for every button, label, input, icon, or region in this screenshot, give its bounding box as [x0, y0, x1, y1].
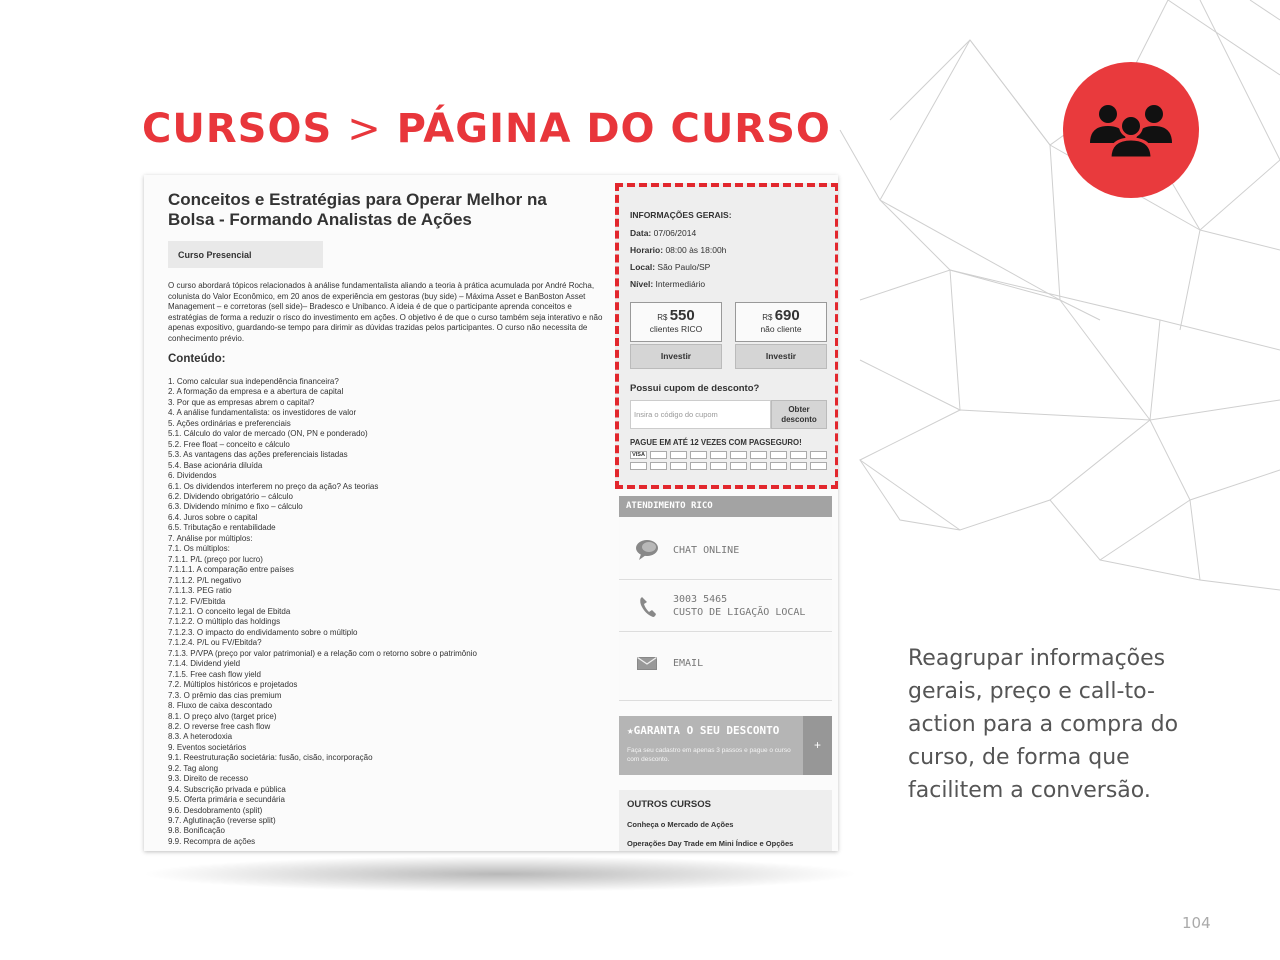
slide-note: Reagrupar informações gerais, preço e call-to-action para a compra do curso, de forma que facilitem a conversão.	[908, 646, 1179, 803]
contents-item: 9.9. Recompra de ações	[168, 836, 256, 846]
title-page: PÁGINA DO CURSO	[396, 106, 831, 152]
page-number: 104	[1182, 914, 1211, 932]
contents-item: 5.4. Base acionária diluída	[168, 460, 263, 470]
discount-plus-button[interactable]: +	[803, 716, 832, 775]
contents-item: 6.5. Tributação e rentabilidade	[168, 523, 276, 533]
contents-item: 6.2. Dividendo obrigatório – cálculo	[168, 491, 293, 501]
contents-item: 9.7. Aglutinação (reverse split)	[168, 816, 276, 826]
star-icon: ★	[627, 724, 634, 737]
contents-item: 8.1. O preço alvo (target price)	[168, 711, 277, 721]
info-date	[630, 228, 696, 238]
contents-item: 1. Como calcular sua independência financeira?	[168, 377, 339, 386]
contents-item: 8. Fluxo de caixa descontado	[168, 701, 273, 711]
info-time-label: Horario:	[630, 245, 664, 255]
general-info-highlight-box	[615, 183, 838, 489]
price-currency: R$	[762, 313, 773, 322]
contents-item: 2. A formação da empresa e a abertura de capital	[168, 387, 344, 397]
discount-title	[627, 724, 779, 737]
contents-item: 7.1. Os múltiplos:	[168, 544, 230, 554]
other-courses-heading: OUTROS CURSOS	[627, 799, 711, 810]
payment-heading: PAGUE EM ATÉ 12 VEZES COM PAGSEGURO!	[630, 438, 802, 447]
phone-cost-label: CUSTO DE LIGAÇÃO LOCAL	[673, 607, 806, 618]
info-level-value: Intermediário	[655, 279, 706, 289]
course-title: Conceitos e Estratégias para Operar Melhor na Bolsa - Formando Analistas de Ações	[168, 190, 547, 229]
phone-contact[interactable]	[619, 581, 832, 632]
price-amount: 550	[669, 307, 695, 324]
contents-item: 7.1.4. Dividend yield	[168, 659, 241, 669]
contents-item: 7.2. Múltiplos históricos e projetados	[168, 680, 298, 690]
itau-icon	[650, 462, 667, 470]
coupon-question: Possui cupom de desconto?	[630, 383, 760, 394]
diners-icon	[670, 451, 687, 459]
info-date-value: 07/06/2014	[653, 228, 697, 238]
chat-online-link[interactable]	[619, 517, 832, 580]
info-place-value: São Paulo/SP	[657, 262, 711, 272]
discount-title-text: GARANTA O SEU DESCONTO	[633, 724, 780, 737]
banrisul-icon	[710, 462, 727, 470]
hsbc-icon	[730, 462, 747, 470]
aura-icon	[750, 451, 767, 459]
contents-item: 9.5. Oferta primária e secundária	[168, 795, 285, 805]
elo-icon	[730, 451, 747, 459]
people-group-badge	[1063, 62, 1199, 198]
info-level	[630, 279, 705, 289]
contents-item: 7.1.2.1. O conceito legal de Ebitda	[168, 606, 291, 616]
get-discount-button[interactable]: Obter desconto	[771, 400, 827, 429]
title-section: CURSOS	[142, 106, 333, 152]
bradesco-icon	[670, 462, 687, 470]
info-time-value: 08:00 às 18:00h	[665, 245, 727, 255]
discount-text: Faça seu cadastro em apenas 3 passos e pague o curso com desconto.	[627, 747, 791, 763]
contents-item: 7.1.5. Free cash flow yield	[168, 669, 261, 679]
contents-item: 9.2. Tag along	[168, 763, 219, 773]
invest-button-clients[interactable]: Investir	[630, 344, 722, 369]
bank-transfer-icon	[810, 451, 827, 459]
price-card-clients	[630, 302, 722, 342]
contents-item: 6.3. Dividendo mínimo e fixo – cálculo	[168, 502, 303, 512]
contents-item: 6.1. Os dividendos interferem no preço da ação? As teorias	[168, 481, 379, 491]
caixa-icon	[770, 462, 787, 470]
contents-item: 9.8. Bonificação	[168, 826, 225, 836]
support-heading: ATENDIMENTO RICO	[619, 496, 832, 517]
price-amount: 690	[774, 307, 800, 324]
contents-heading: Conteúdo:	[168, 353, 226, 365]
info-date-label: Data:	[630, 228, 652, 238]
contents-item: 8.3. A heterodoxia	[168, 732, 233, 742]
contents-item: 7.1.2.3. O impacto do endividamento sobre o múltiplo	[168, 627, 358, 637]
bb-icon	[690, 462, 707, 470]
info-place-label: Local:	[630, 262, 656, 272]
mastercard-icon	[650, 451, 667, 459]
contents-item: 7.3. O prêmio das cias premium	[168, 690, 282, 700]
contents-item: 9.1. Reestruturação societária: fusão, cisão, incorporação	[168, 753, 373, 763]
other-course-link[interactable]: Conheça o Mercado de Ações	[627, 820, 734, 829]
contents-item: 3. Por que as empresas abrem o capital?	[168, 397, 315, 407]
contents-item: 8.2. O reverse free cash flow	[168, 721, 271, 731]
other-courses-box	[619, 790, 832, 851]
course-description: O curso abordará tópicos relacionados à análise fundamentalista aliando a teoria à prática acumulada por André Rocha, colunista do Valor Econômico, em 20 anos de experiência em gestoras (buy side) – Máxima Asset e BanBoston Asset Management – e corretoras (sell side)– Bradesco e Unibanco. A ideia é de que o participante aprenda conceitos e estratégias de forma a reduzir o risco do investimento em ações. O objetivo é de que o curso também seja interativo e não apenas expositivo, guardando-se tempo para dirimir as dúvidas trazidas pelos participantes. O curso não necessita de conhecimento prévio.	[168, 281, 603, 343]
email-label: EMAIL	[673, 658, 704, 669]
hipercard-icon	[710, 451, 727, 459]
contents-item: 9.6. Desdobramento (split)	[168, 805, 263, 815]
price-clients	[631, 303, 721, 324]
slide-title	[142, 106, 831, 152]
boleto-icon	[790, 451, 807, 459]
amex-icon	[690, 451, 707, 459]
coupon-input[interactable]	[630, 400, 771, 429]
contents-item: 7. Análise por múltiplos:	[168, 533, 253, 543]
phone-icon	[639, 595, 657, 619]
contents-item: 5. Ações ordinárias e preferenciais	[168, 418, 291, 428]
contents-item: 9. Eventos societários	[168, 742, 247, 752]
price-label: não cliente	[760, 324, 802, 334]
people-group-icon	[1063, 62, 1199, 198]
contents-item: 7.1.2.4. P/L ou FV/Ebitda?	[168, 638, 262, 648]
discount-promo[interactable]	[619, 716, 803, 775]
info-place	[630, 262, 710, 272]
phone-number: 3003 5465	[673, 594, 728, 605]
contents-item: 9.4. Subscrição privada e pública	[168, 784, 286, 794]
title-separator: >	[347, 106, 382, 152]
contents-item: 4. A análise fundamentalista: os investidores de valor	[168, 408, 357, 418]
course-page-screenshot	[144, 175, 838, 851]
santander-icon	[750, 462, 767, 470]
contents-item: 5.2. Free float – conceito e cálculo	[168, 439, 290, 449]
contents-item: 7.1.2. FV/Ebitda	[168, 596, 226, 606]
info-heading: INFORMAÇÕES GERAIS:	[630, 210, 732, 220]
price-label: clientes RICO	[649, 324, 703, 334]
contents-item: 5.1. Cálculo do valor de mercado (ON, PN e ponderado)	[168, 429, 368, 439]
info-level-label: Nível:	[630, 279, 654, 289]
chat-label: CHAT ONLINE	[673, 545, 740, 556]
invest-button-non-clients[interactable]: Investir	[735, 344, 827, 369]
contents-item: 5.3. As vantagens das ações preferenciais listadas	[168, 450, 348, 460]
contents-item: 7.1.1.1. A comparação entre países	[168, 565, 294, 575]
screenshot-shadow	[140, 856, 860, 892]
contents-item: 7.1.1.3. PEG ratio	[168, 586, 232, 596]
contents-item: 7.1.1. P/L (preço por lucro)	[168, 554, 263, 564]
price-non-clients	[736, 303, 826, 324]
unibanco-icon	[810, 462, 827, 470]
oi-pago-icon	[770, 451, 787, 459]
envelope-icon	[637, 657, 657, 670]
email-contact[interactable]	[619, 633, 832, 701]
contents-item: 7.1.2.2. O múltiplo das holdings	[168, 617, 281, 627]
contents-list	[168, 377, 608, 847]
visa-icon: VISA	[630, 451, 647, 459]
bank-card-icon	[630, 462, 647, 470]
contents-item: 6.4. Juros sobre o capital	[168, 512, 258, 522]
contents-item: 7.1.3. P/VPA (preço por valor patrimonial) e a relação com o retorno sobre o patrimônio	[168, 648, 477, 658]
chat-bubble-icon	[635, 539, 661, 561]
other-course-link[interactable]: Operações Day Trade em Mini Índice e Opções	[627, 839, 794, 848]
course-type-tag: Curso Presencial	[168, 241, 323, 268]
info-time	[630, 245, 726, 255]
contents-item: 6. Dividendos	[168, 471, 217, 481]
pagseguro-icon	[790, 462, 807, 470]
price-currency: R$	[657, 313, 668, 322]
contents-item: 9.3. Direito de recesso	[168, 774, 249, 784]
price-card-non-clients	[735, 302, 827, 342]
contents-item: 7.1.1.2. P/L negativo	[168, 575, 242, 585]
